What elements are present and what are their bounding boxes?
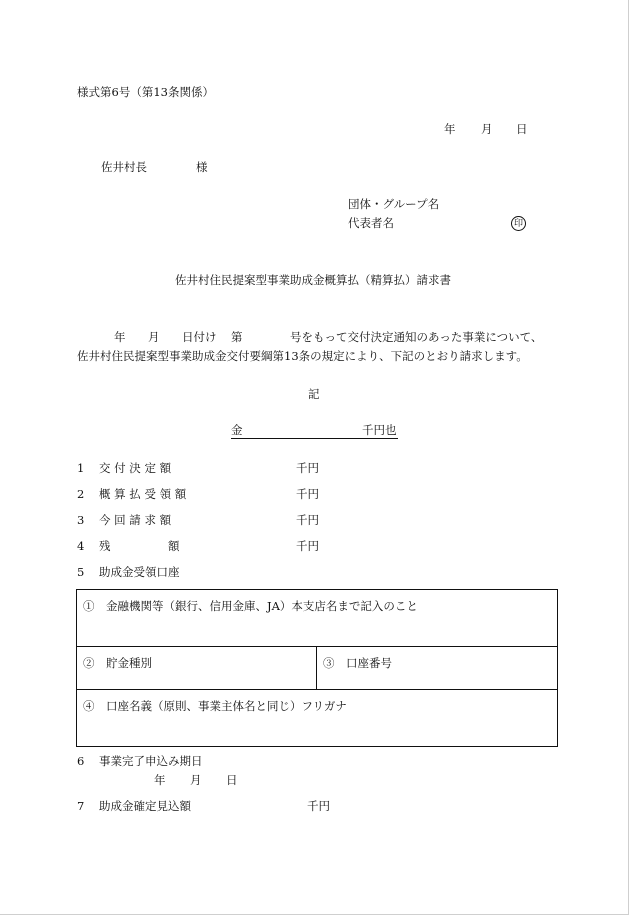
date-year: 年 <box>444 122 456 136</box>
date-day: 日 <box>516 122 528 136</box>
document-title: 佐井村住民提案型事業助成金概算払（精算払）請求書 <box>175 273 451 287</box>
item-3: 3 今 回 請 求 額 <box>77 513 172 527</box>
amount-suffix: 千円也 <box>362 423 397 437</box>
body-dai: 第 <box>231 330 243 344</box>
representative-label: 代表者名 <box>348 216 394 230</box>
body-year: 年 <box>114 330 126 344</box>
form-number: 様式第6号（第13条関係） <box>77 85 214 99</box>
amount-underline <box>231 438 398 439</box>
item-4-unit: 千円 <box>296 539 319 553</box>
item-1: 1 交 付 決 定 額 <box>77 461 172 475</box>
body-month: 月 <box>148 330 160 344</box>
date-month: 月 <box>481 122 493 136</box>
group-name-label: 団体・グループ名 <box>348 197 440 211</box>
financial-institution-cell[interactable]: ① 金融機関等（銀行、信用金庫、JA）本支店名まで記入のこと <box>77 590 558 647</box>
body-line1: 号をもって交付決定通知のあった事業について、 <box>290 330 543 344</box>
account-holder-cell[interactable]: ④ 口座名義（原則、事業主体名と同じ）フリガナ <box>77 690 558 747</box>
addressee-honorific: 様 <box>196 160 208 174</box>
item-4: 4 残 額 <box>77 539 180 553</box>
seal-mark: 印 <box>511 216 526 231</box>
account-number-cell[interactable]: ③ 口座番号 <box>317 647 558 690</box>
item-6-year: 年 <box>154 773 166 787</box>
item-7: 7 助成金確定見込額 <box>77 799 191 813</box>
item-2: 2 概 算 払 受 領 額 <box>77 487 187 501</box>
addressee-name: 佐井村長 <box>101 160 147 174</box>
item-1-unit: 千円 <box>296 461 319 475</box>
item-6: 6 事業完了申込み期日 <box>77 754 203 768</box>
item-7-unit: 千円 <box>307 799 330 813</box>
item-6-month: 月 <box>190 773 202 787</box>
item-5: 5 助成金受領口座 <box>77 565 180 579</box>
item-6-day: 日 <box>226 773 238 787</box>
body-line2: 佐井村住民提案型事業助成金交付要綱第13条の規定により、下記のとおり請求します。 <box>77 349 528 363</box>
item-2-unit: 千円 <box>296 487 319 501</box>
deposit-type-cell[interactable]: ② 貯金種別 <box>77 647 317 690</box>
item-3-unit: 千円 <box>296 513 319 527</box>
bank-account-table <box>76 589 558 747</box>
amount-prefix: 金 <box>231 423 243 437</box>
body-day: 日付け <box>182 330 217 344</box>
ki-heading: 記 <box>308 387 320 401</box>
